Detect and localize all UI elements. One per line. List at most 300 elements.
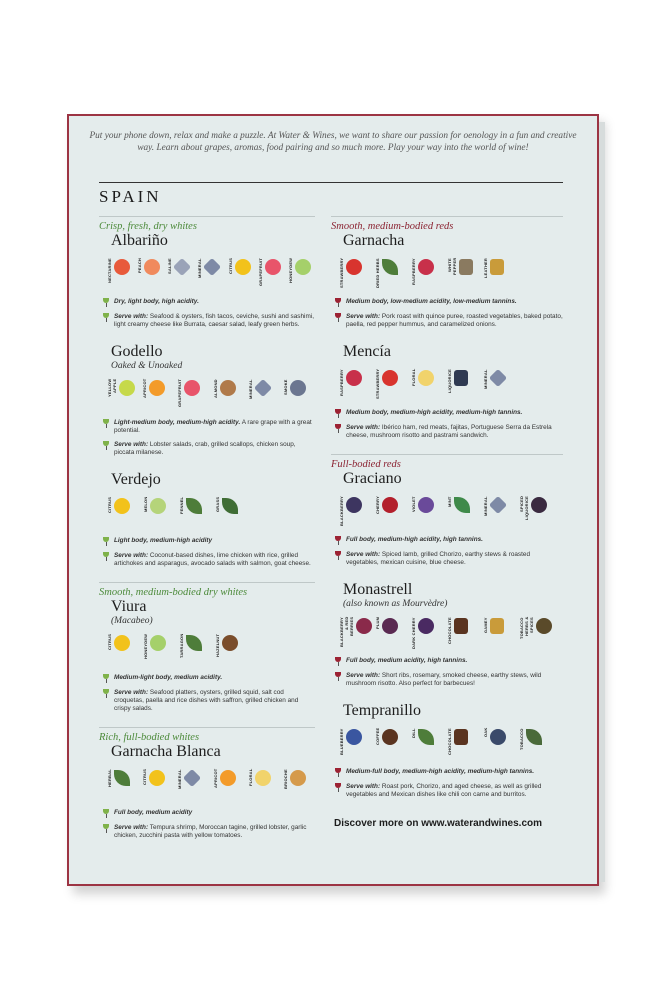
aroma-item — [137, 258, 164, 292]
body-profile: Full body, medium acidity, high tannins. — [346, 657, 468, 664]
body-line — [335, 768, 563, 777]
dried-herbs-icon — [382, 259, 398, 275]
serve-label: Serve with: — [346, 672, 381, 679]
body-line — [335, 298, 563, 307]
body-text — [346, 536, 483, 545]
mineral-icon — [489, 496, 507, 514]
aroma-item — [339, 617, 372, 651]
aroma-item — [411, 617, 444, 651]
aroma-item — [177, 379, 209, 413]
melon-icon — [150, 498, 166, 514]
grass-icon — [222, 498, 238, 514]
aroma-item — [215, 497, 248, 531]
chocolate-icon — [454, 618, 468, 634]
aroma-item — [483, 728, 516, 762]
saline-icon — [173, 258, 191, 276]
aroma-item — [411, 496, 444, 530]
section-heading: Smooth, medium-bodied reds — [331, 216, 563, 232]
nectarine-icon — [114, 259, 130, 275]
serve-text — [114, 552, 315, 568]
aroma-label: CHERRY — [375, 496, 380, 514]
aroma-item — [258, 258, 285, 292]
serve-text — [346, 313, 563, 329]
blackberry-icon — [346, 497, 362, 513]
section-heading: Smooth, medium-bodied dry whites — [99, 582, 315, 598]
aroma-icons — [339, 496, 563, 530]
wine-entry — [99, 471, 315, 568]
body-profile: Medium body, low-medium acidity, low-medium tannins. — [346, 298, 517, 305]
aroma-item — [179, 497, 212, 531]
aroma-label: BRIOCHE — [282, 769, 288, 789]
herbal-icon — [114, 770, 130, 786]
body-text — [346, 657, 467, 666]
wine-subtitle: (Macabeo) — [111, 616, 153, 626]
serve-line — [335, 672, 563, 688]
serve-value: Lobster salads, crab, grilled scallops, chicken soup, piccata milanese. — [114, 441, 296, 456]
aroma-item — [411, 369, 444, 403]
wine-entry — [331, 581, 563, 688]
aroma-icons — [107, 769, 315, 803]
aroma-item — [143, 634, 176, 668]
serve-label: Serve with: — [346, 424, 381, 431]
aroma-label: TOBACCO HERBS & SPICES — [519, 617, 534, 639]
aroma-label: GRAPEFRUIT — [177, 379, 183, 407]
fork-icon — [103, 552, 109, 561]
leather-icon — [490, 259, 504, 275]
aroma-label: YELLOW APPLE — [107, 379, 117, 398]
aroma-item — [447, 369, 480, 403]
aroma-label: CHOCOLATE — [447, 617, 452, 644]
serve-label: Serve with: — [346, 783, 381, 790]
aroma-item — [107, 634, 140, 668]
serve-text — [114, 313, 315, 329]
aroma-icons — [339, 617, 563, 651]
aroma-label: RASPBERRY — [339, 369, 344, 396]
cherry-icon — [382, 497, 398, 513]
serve-line — [335, 313, 563, 329]
berries-icon — [356, 618, 372, 634]
left-column — [99, 216, 315, 854]
aroma-label: VIOLET — [411, 496, 416, 512]
wine-entry — [331, 702, 563, 799]
aroma-icons — [339, 258, 563, 292]
aroma-icons — [107, 258, 315, 292]
aroma-item — [447, 617, 480, 651]
serve-text — [114, 689, 315, 713]
serve-label: Serve with: — [114, 441, 149, 448]
dark-cherry-icon — [418, 618, 434, 634]
wine-glass-icon — [103, 537, 109, 546]
aroma-label: GRAPEFRUIT — [257, 258, 263, 286]
aroma-label: HONEYDEW — [143, 634, 148, 660]
serve-line — [103, 552, 315, 568]
aroma-label: BLACKBERRY & RED BERRIES — [339, 617, 354, 647]
body-text — [114, 298, 199, 307]
serve-label: Serve with: — [346, 313, 381, 320]
aroma-label: MELON — [143, 497, 148, 513]
aroma-item — [339, 728, 372, 762]
body-line — [103, 298, 315, 307]
aroma-item — [375, 258, 408, 292]
aroma-label: STRAWBERRY — [339, 258, 344, 289]
aroma-label: DILL — [411, 728, 416, 738]
aroma-item — [197, 258, 224, 292]
aroma-label: SPICED LIQUORICE — [519, 496, 529, 521]
aroma-item — [339, 369, 372, 403]
body-profile: Full body, medium-high acidity, high tannins. — [346, 536, 483, 543]
spice-icon — [531, 497, 547, 513]
wine-entry — [99, 743, 315, 840]
plum-icon — [382, 618, 398, 634]
blueberry-icon — [346, 729, 362, 745]
almond-icon — [220, 380, 236, 396]
wine-entry — [99, 343, 315, 457]
body-profile: Dry, light body, high acidity. — [114, 298, 199, 305]
aroma-label: APRICOT — [142, 379, 148, 399]
aroma-label: LEATHER — [483, 258, 488, 278]
aroma-item — [375, 617, 408, 651]
fennel-icon — [186, 498, 202, 514]
fork-icon — [335, 672, 341, 681]
aroma-icons — [107, 497, 315, 531]
serve-line — [335, 783, 563, 799]
liquorice-icon — [454, 370, 468, 386]
serve-text — [114, 441, 315, 457]
wine-subtitle: Oaked & Unoaked — [111, 361, 183, 371]
body-profile: Light-medium body, medium-high acidity. — [114, 419, 241, 426]
floral-icon — [418, 370, 434, 386]
aroma-label: CITRUS — [107, 497, 112, 514]
aroma-icons — [107, 379, 315, 413]
raspberry-icon — [418, 259, 434, 275]
aroma-item — [447, 496, 480, 530]
aroma-label: GAMEY — [483, 617, 488, 633]
wine-name: Godello — [111, 343, 163, 360]
aroma-label: CHOCOLATE — [447, 728, 452, 755]
serve-text — [346, 672, 563, 688]
serve-label: Serve with: — [114, 689, 149, 696]
aroma-item — [213, 379, 245, 413]
wine-glass-icon — [335, 768, 341, 777]
aroma-label: LIQUORICE — [447, 369, 452, 394]
aroma-item — [167, 258, 194, 292]
mint-icon — [454, 497, 470, 513]
serve-value: Seafood platters, oysters, grilled squid, salt cod croquetas, paella and rice dishes with saffron, grilled chicken and crispy salads. — [114, 689, 299, 712]
serve-value: Spiced lamb, grilled Chorizo, earthy stews & roasted vegetables, mexican cuisine, blue cheese. — [346, 551, 531, 566]
strawberry-icon — [382, 370, 398, 386]
body-profile: Light body, medium-high acidity — [114, 537, 213, 544]
aroma-label: MINERAL — [483, 496, 488, 516]
aroma-label: PEACH — [137, 258, 143, 274]
aroma-item — [411, 258, 444, 292]
wine-name: Verdejo — [111, 471, 161, 488]
honeydew-icon — [150, 635, 166, 651]
aroma-label: FENNEL — [179, 497, 184, 515]
section-heading: Rich, full-bodied whites — [99, 727, 315, 743]
aroma-label: NECTARINE — [107, 258, 112, 283]
apricot-icon — [149, 380, 165, 396]
aroma-item — [375, 728, 408, 762]
aroma-item — [375, 369, 408, 403]
aroma-item — [283, 769, 315, 803]
serve-value: Roast pork, Chorizo, and aged cheese, as well as grilled vegetables and Mexican dishes like chili con carne and burritos. — [346, 783, 542, 798]
section-heading: Crisp, fresh, dry whites — [99, 216, 315, 232]
serve-value: Seafood & oysters, fish tacos, ceviche, sushi and sashimi, light creamy cheese like Burrata, caesar salad, leafy green herbs. — [114, 313, 314, 328]
wine-glass-icon — [103, 809, 109, 818]
aroma-item — [483, 496, 516, 530]
aroma-label: BLACKBERRY — [339, 496, 344, 526]
aroma-label: MINERAL — [483, 369, 488, 389]
smoke-icon — [290, 380, 306, 396]
discover-link[interactable]: Discover more on www.waterandwines.com — [334, 818, 543, 829]
strawberry-icon — [346, 259, 362, 275]
honeydew-icon — [295, 259, 311, 275]
coffee-icon — [382, 729, 398, 745]
grapefruit-icon — [184, 380, 200, 396]
peach-icon — [144, 259, 160, 275]
wine-glass-icon — [103, 298, 109, 307]
aroma-item — [483, 258, 516, 292]
body-profile: Medium-full body, medium-high acidity, medium-high tannins. — [346, 768, 535, 775]
wine-glass-icon — [103, 419, 109, 428]
oak-icon — [490, 729, 506, 745]
serve-line — [103, 689, 315, 713]
aroma-icons — [339, 728, 563, 762]
aroma-item — [107, 769, 139, 803]
body-line — [335, 536, 563, 545]
aroma-item — [248, 379, 280, 413]
serve-value: Coconut-based dishes, lime chicken with rice, grilled artichokes and asparagus, avocado salads with salmon, goat cheese. — [114, 552, 311, 567]
aroma-label: APRICOT — [212, 769, 218, 789]
fork-icon — [335, 313, 341, 322]
wine-name: Albariño — [111, 232, 168, 249]
fork-icon — [103, 689, 109, 698]
country-divider — [99, 182, 563, 183]
serve-line — [103, 824, 315, 840]
wine-entry — [99, 232, 315, 329]
serve-line — [335, 424, 563, 440]
serve-label: Serve with: — [114, 552, 149, 559]
aroma-item — [339, 258, 372, 292]
serve-value: Short ribs, rosemary, smoked cheese, earthy stews, wild mushroom risotto. Also perfect for barbecues! — [346, 672, 542, 687]
wine-name: Garnacha — [343, 232, 405, 249]
body-line — [335, 409, 563, 418]
aroma-label: MINERAL — [247, 379, 253, 399]
aroma-label: OAK — [483, 728, 488, 738]
aroma-icons — [339, 369, 563, 403]
tarragon-icon — [186, 635, 202, 651]
floral-icon — [255, 770, 271, 786]
aroma-item — [519, 728, 552, 762]
violet-icon — [418, 497, 434, 513]
body-text — [114, 419, 315, 435]
serve-text — [346, 551, 563, 567]
aroma-item — [213, 769, 245, 803]
aroma-label: MINERAL — [177, 769, 183, 789]
dill-icon — [418, 729, 434, 745]
serve-line — [335, 551, 563, 567]
body-profile: Full body, medium acidity — [114, 809, 193, 816]
wine-glass-icon — [103, 674, 109, 683]
serve-line — [103, 441, 315, 457]
wine-glass-icon — [335, 536, 341, 545]
aroma-label: HONEYDEW — [287, 258, 293, 284]
mineral-icon — [489, 369, 507, 387]
body-line — [335, 657, 563, 666]
fork-icon — [103, 313, 109, 322]
intro-text: Put your phone down, relax and make a puzzle. At Water & Wines, we want to share our passion for oenology in a fun and creative way. Learn about grapes, aromas, food pairing and so much more. Play your way into the world of wine! — [89, 131, 577, 153]
citrus-icon — [114, 498, 130, 514]
wine-glass-icon — [335, 657, 341, 666]
aroma-label: PLUM — [375, 617, 380, 630]
body-line — [103, 674, 315, 683]
aroma-label: FLORAL — [247, 769, 253, 787]
wine-entry — [99, 598, 315, 713]
body-profile: Medium body, medium-high acidity, medium-high tannins. — [346, 409, 523, 416]
aroma-item — [288, 258, 315, 292]
fork-icon — [103, 441, 109, 450]
serve-label: Serve with: — [114, 824, 149, 831]
body-extra: A rare grape with a great potential. — [114, 419, 312, 434]
aroma-label: TOBACCO — [519, 728, 524, 750]
body-line — [103, 419, 315, 435]
body-text — [114, 537, 212, 546]
wine-subtitle: (also known as Mourvèdre) — [343, 599, 448, 609]
aroma-item — [248, 769, 280, 803]
aroma-item — [519, 496, 552, 530]
right-column — [331, 216, 563, 813]
aroma-label: ALMOND — [212, 379, 218, 398]
aroma-item — [375, 496, 408, 530]
wine-name: Garnacha Blanca — [111, 743, 221, 760]
aroma-label: MINERAL — [197, 258, 203, 278]
aroma-item — [519, 617, 552, 651]
grapefruit-icon — [265, 259, 281, 275]
aroma-label: RASPBERRY — [411, 258, 416, 285]
aroma-item — [107, 258, 134, 292]
wine-entry — [331, 232, 563, 329]
mineral-icon — [203, 258, 221, 276]
chocolate-icon — [454, 729, 468, 745]
aroma-label: HERBAL — [107, 769, 112, 787]
wine-glass-icon — [335, 298, 341, 307]
serve-line — [103, 313, 315, 329]
aroma-label: DRIED HERBS — [375, 258, 380, 288]
citrus-icon — [114, 635, 130, 651]
serve-text — [346, 424, 563, 440]
aroma-label: MINT — [447, 496, 452, 507]
body-line — [103, 809, 315, 818]
body-text — [346, 768, 534, 777]
aroma-item — [339, 496, 372, 530]
spices-icon — [536, 618, 552, 634]
body-text — [346, 409, 522, 418]
body-profile: Medium-light body, medium acidity. — [114, 674, 223, 681]
aroma-label: TARRAGON — [179, 634, 184, 659]
aroma-label: CITRUS — [142, 769, 148, 786]
aroma-item — [215, 634, 248, 668]
wine-name: Graciano — [343, 470, 402, 487]
serve-value: Pork roast with quince puree, roasted vegetables, baked potato, paella, red pepper hummus, and caramelized onions. — [346, 313, 563, 328]
aroma-icons — [107, 634, 315, 668]
wine-entry — [331, 343, 563, 440]
citrus-icon — [235, 259, 251, 275]
aroma-item — [447, 728, 480, 762]
aroma-item — [107, 497, 140, 531]
aroma-label: STRAWBERRY — [375, 369, 380, 400]
serve-text — [114, 824, 315, 840]
section-heading: Full-bodied reds — [331, 454, 563, 470]
aroma-item — [447, 258, 480, 292]
fork-icon — [335, 551, 341, 560]
aroma-item — [483, 369, 516, 403]
aroma-label: HAZELNUT — [215, 634, 220, 658]
aroma-item — [142, 379, 174, 413]
aroma-label: FLORAL — [411, 369, 416, 387]
wine-name: Monastrell — [343, 581, 413, 598]
aroma-item — [283, 379, 315, 413]
aroma-label: WHITE PEPPER — [447, 258, 457, 276]
wine-name: Mencía — [343, 343, 391, 360]
fork-icon — [335, 783, 341, 792]
raspberry-icon — [346, 370, 362, 386]
aroma-item — [142, 769, 174, 803]
wine-name: Viura — [111, 598, 147, 615]
hazelnut-icon — [222, 635, 238, 651]
wine-glass-icon — [335, 409, 341, 418]
aroma-item — [107, 379, 139, 413]
wine-entry — [331, 470, 563, 567]
wine-name: Tempranillo — [343, 702, 421, 719]
body-text — [346, 298, 517, 307]
serve-label: Serve with: — [114, 313, 149, 320]
white-pepper-icon — [459, 259, 473, 275]
citrus-icon — [149, 770, 165, 786]
serve-value: Tempura shrimp, Moroccan tagine, grilled lobster, garlic chicken, zucchini pasta with yellow tomatoes. — [114, 824, 307, 839]
aroma-item — [143, 497, 176, 531]
aroma-label: SALINE — [167, 258, 173, 274]
mineral-icon — [254, 379, 272, 397]
aroma-label: DARK CHERRY — [411, 617, 416, 649]
country-title: SPAIN — [99, 187, 162, 206]
mineral-icon — [183, 769, 201, 787]
fork-icon — [103, 824, 109, 833]
apple-icon — [119, 380, 135, 396]
puzzle-box — [67, 114, 599, 886]
aroma-item — [483, 617, 516, 651]
serve-text — [346, 783, 563, 799]
aroma-label: BLUEBERRY — [339, 728, 344, 755]
body-line — [103, 537, 315, 546]
aroma-label: SMOKE — [282, 379, 288, 395]
fork-icon — [335, 424, 341, 433]
serve-value: Ibérico ham, red meats, fajitas, Portuguese Serra da Estrela cheese, mushroom risotto and pastrami sandwich. — [346, 424, 552, 439]
body-text — [114, 809, 192, 818]
body-text — [114, 674, 222, 683]
aroma-label: COFFEE — [375, 728, 380, 746]
aroma-label: CITRUS — [227, 258, 233, 275]
aroma-item — [228, 258, 255, 292]
aroma-item — [179, 634, 212, 668]
aroma-label: CITRUS — [107, 634, 112, 651]
aroma-item — [177, 769, 209, 803]
apricot-icon — [220, 770, 236, 786]
aroma-label: GRASS — [215, 497, 220, 513]
tobacco-icon — [526, 729, 542, 745]
serve-label: Serve with: — [346, 551, 381, 558]
gamey-icon — [490, 618, 504, 634]
brioche-icon — [290, 770, 306, 786]
